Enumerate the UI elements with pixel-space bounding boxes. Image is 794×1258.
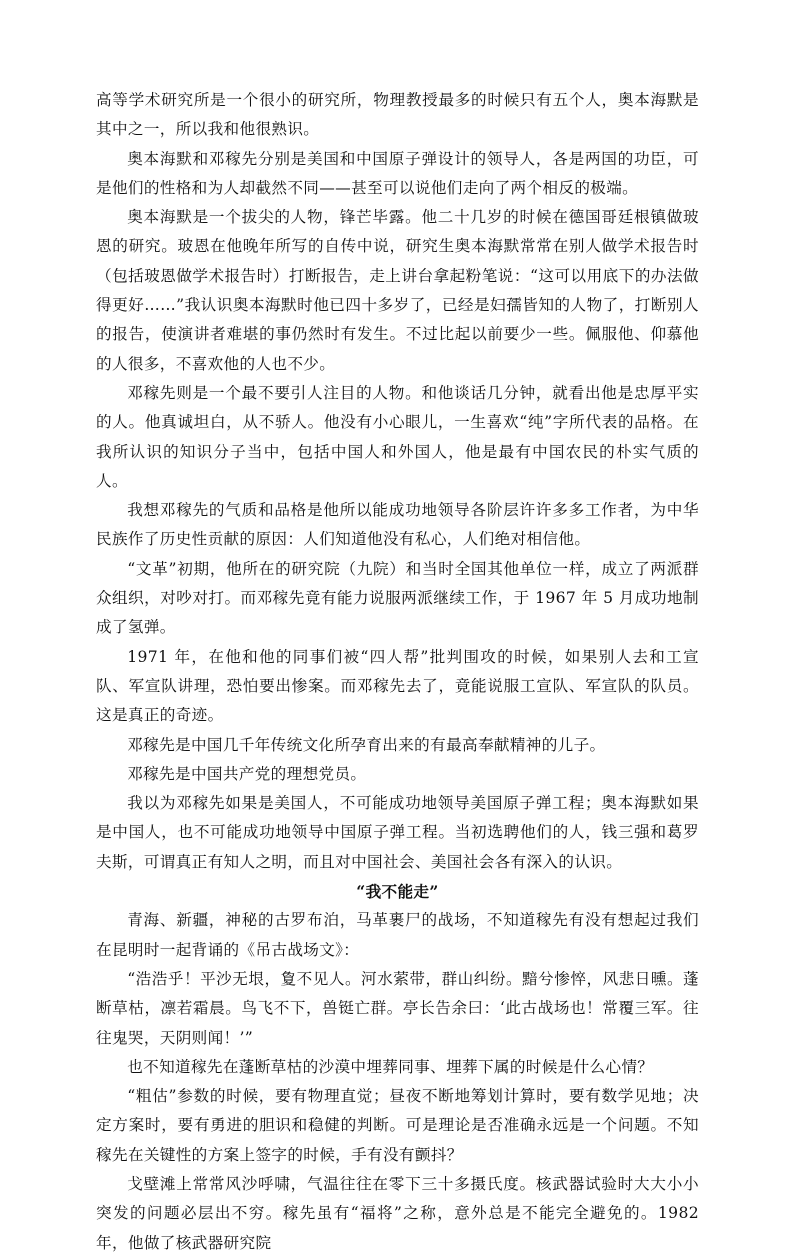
paragraph: 我想邓稼先的气质和品格是他所以能成功地领导各阶层许许多多工作者，为中华民族作了历史性贡献的原因：人们知道他没有私心，人们绝对相信他。: [96, 501, 699, 549]
paragraph: 青海、新疆，神秘的古罗布泊，马革裹尸的战场，不知道稼先有没有想起过我们在昆明时一起背诵的《吊古战场文》：: [96, 911, 699, 959]
paragraph: “文革”初期，他所在的研究院（九院）和当时全国其他单位一样，成立了两派群众组织，对吵对打。而邓稼先竟有能力说服两派继续工作，于 1967 年 5 月成功地制成了氢弹。: [96, 559, 699, 637]
paragraph: 1971 年，在他和他的同事们被“四人帮”批判围攻的时候，如果别人去和工宣队、军宣队讲理，恐怕要出惨案。而邓稼先去了，竟能说服工宣队、军宣队的队员。这是真正的奇迹。: [96, 647, 699, 725]
paragraph: 邓稼先是中国几千年传统文化所孕育出来的有最高奉献精神的儿子。: [127, 735, 606, 754]
quotation-paragraph: “浩浩乎！平沙无垠，夐不见人。河水萦带，群山纠纷。黯兮惨悴，风悲日曛。蓬断草枯，凛若霜晨。鸟飞不下，兽铤亡群。亭长告余曰：‘此古战场也！常覆三军。往往鬼哭，天阴则闻！’”: [96, 969, 699, 1047]
paragraph: 奥本海默和邓稼先分别是美国和中国原子弹设计的领导人，各是两国的功臣，可是他们的性格和为人却截然不同——甚至可以说他们走向了两个相反的极端。: [96, 149, 699, 197]
paragraph: “粗估”参数的时候，要有物理直觉；昼夜不断地筹划计算时，要有数学见地；决定方案时，要有勇进的胆识和稳健的判断。可是理论是否准确永远是一个问题。不知稼先在关键性的方案上签字的时候，手有没有颤抖？: [96, 1087, 699, 1164]
paragraph: 邓稼先是中国共产党的理想党员。: [127, 764, 367, 783]
paragraph: 高等学术研究所是一个很小的研究所，物理教授最多的时候只有五个人，奥本海默是其中之一，所以我和他很熟识。: [96, 91, 699, 139]
section-heading: “我不能走”: [356, 882, 439, 902]
paragraph: 邓稼先则是一个最不要引人注目的人物。和他谈话几分钟，就看出他是忠厚平实的人。他真诚坦白，从不骄人。他没有小心眼儿，一生喜欢“纯”字所代表的品格。在我所认识的知识分子当中，包括中国人和外国人，他是最有中国农民的朴实气质的人。: [96, 383, 699, 490]
article-body: [96, 86, 699, 1258]
paragraph: 我以为邓稼先如果是美国人，不可能成功地领导美国原子弹工程；奥本海默如果是中国人，也不可能成功地领导中国原子弹工程。当初选聘他们的人，钱三强和葛罗夫斯，可谓真正有知人之明，而且对中国社会、美国社会各有深入的认识。: [96, 794, 699, 871]
paragraph: 奥本海默是一个拔尖的人物，锋芒毕露。他二十几岁的时候在德国哥廷根镇做玻恩的研究。玻恩在他晚年所写的自传中说，研究生奥本海默常常在别人做学术报告时（包括玻恩做学术报告时）打断报告，走上讲台拿起粉笔说：“这可以用底下的办法做得更好……”我认识奥本海默时他已四十多岁了，已经是妇孺皆知的人物了，打断别人的报告，使演讲者难堪的事仍然时有发生。不过比起以前要少一些。佩服他、仰慕他的人很多，不喜欢他的人也不少。: [96, 208, 699, 373]
paragraph: 戈壁滩上常常风沙呼啸，气温往往在零下三十多摄氏度。核武器试验时大大小小突发的问题必层出不穷。稼先虽有“福将”之称，意外总是不能完全避免的。1982 年，他做了核武器研究院: [96, 1174, 699, 1252]
paragraph: 也不知道稼先在蓬断草枯的沙漠中埋葬同事、埋葬下属的时候是什么心情？: [127, 1057, 654, 1076]
